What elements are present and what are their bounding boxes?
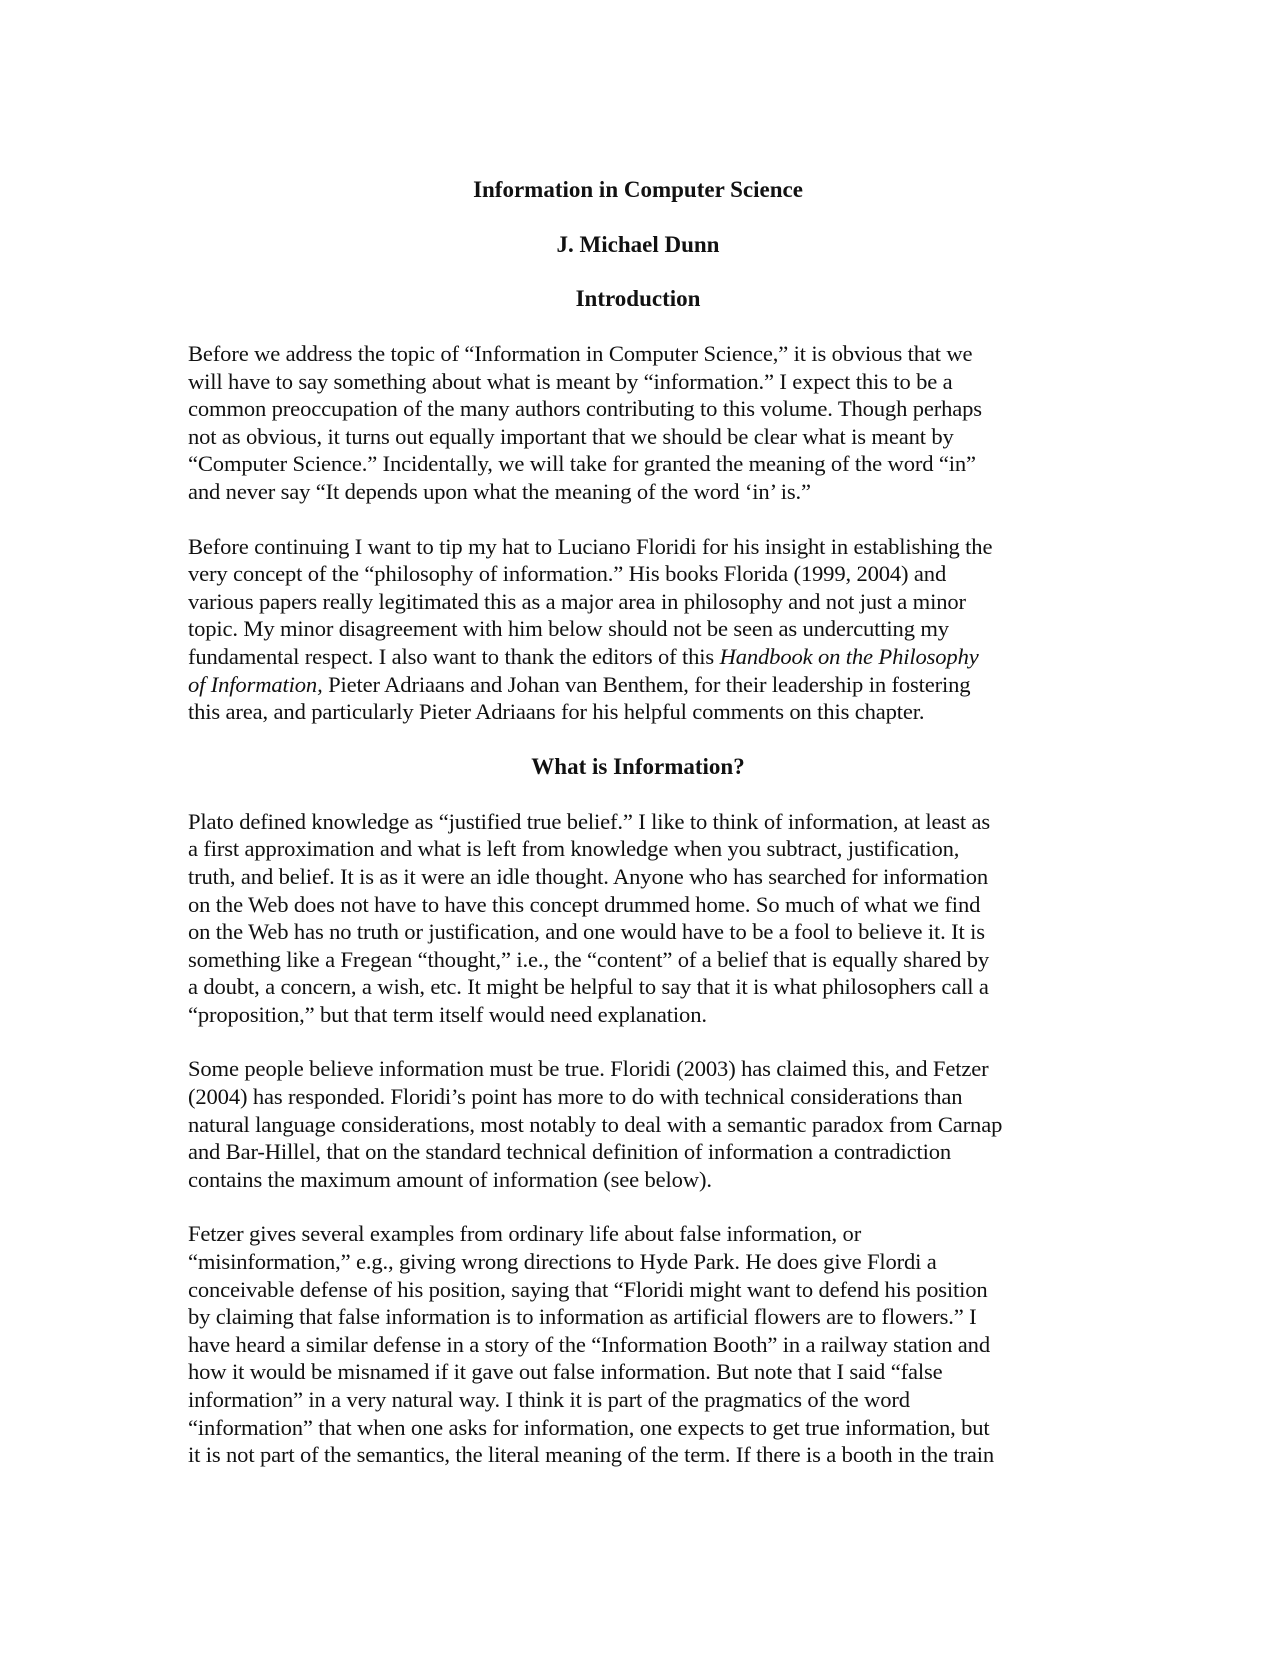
text-line: common preoccupation of the many authors contributing to this volume. Though perhaps [188,396,982,422]
text-line: a doubt, a concern, a wish, etc. It might be helpful to say that it is what philosophers call a [188,974,989,1000]
text-run: Pieter Adriaans and Johan van Benthem, for their leadership in fostering [322,671,971,697]
paragraph-intro-2 [188,533,1088,726]
text-line: and never say “It depends upon what the meaning of the word ‘in’ is.” [188,478,811,504]
document-title: Information in Computer Science [473,177,803,202]
text-line: and Bar-Hillel, that on the standard technical definition of information a contradiction [188,1139,952,1165]
text-line: Before we address the topic of “Information in Computer Science,” it is obvious that we [188,341,973,366]
text-line: conceivable defense of his position, saying that “Floridi might want to defend his position [188,1276,988,1302]
document-body [188,176,1088,1496]
text-line [188,643,1088,671]
text-line [188,671,1088,699]
paragraph-info-2 [188,1055,1088,1193]
text-line: topic. My minor disagreement with him below should not be seen as undercutting my [188,616,949,642]
text-line: natural language considerations, most notably to deal with a semantic paradox from Carnap [188,1111,1003,1137]
text-line: not as obvious, it turns out equally important that we should be clear what is meant by [188,423,954,449]
text-line: on the Web does not have to have this concept drummed home. So much of what we find [188,891,981,917]
text-line: information” in a very natural way. I think it is part of the pragmatics of the word [188,1387,910,1412]
text-line: (2004) has responded. Floridi’s point has more to do with technical considerations than [188,1084,963,1110]
text-line: this area, and particularly Pieter Adriaans for his helpful comments on this chapter. [188,699,925,725]
document-author: J. Michael Dunn [556,232,720,257]
section-heading-what-is-information: What is Information? [531,753,745,779]
text-line: contains the maximum amount of information (see below). [188,1166,712,1192]
text-line: various papers really legitimated this as a major area in philosophy and not just a minor [188,588,966,614]
text-line: how it would be misnamed if it gave out false information. But note that I said “false [188,1359,943,1385]
text-line: “misinformation,” e.g., giving wrong directions to Hyde Park. He does give Flordi a [188,1249,937,1275]
text-run: fundamental respect. I also want to thank the editors of this [188,643,720,669]
text-line: Some people believe information must be true. Floridi (2003) has claimed this, and Fetzer [188,1056,989,1082]
text-line: on the Web has no truth or justification, and one would have to be a fool to believe it. It is [188,919,985,945]
text-line: have heard a similar defense in a story of the “Information Booth” in a railway station and [188,1331,990,1357]
text-line: “Computer Science.” Incidentally, we will take for granted the meaning of the word “in” [188,451,976,477]
paragraph-info-1 [188,808,1088,1029]
text-line: it is not part of the semantics, the literal meaning of the term. If there is a booth in the train [188,1442,994,1468]
text-line: something like a Fregean “thought,” i.e., the “content” of a belief that is equally shared by [188,946,990,972]
book-title-italic: of Information, [188,671,323,697]
text-line: “information” that when one asks for information, one expects to get true information, but [188,1414,990,1440]
text-line: Before continuing I want to tip my hat to Luciano Floridi for his insight in establishing the [188,533,993,559]
text-line: Plato defined knowledge as “justified true belief.” I like to think of information, at least as [188,808,991,834]
text-line: a first approximation and what is left from knowledge when you subtract, justification, [188,836,960,862]
paragraph-info-3 [188,1220,1088,1468]
book-title-italic: Handbook on the Philosophy [719,643,979,669]
text-line: “proposition,” but that term itself would need explanation. [188,1001,707,1027]
text-line: Fetzer gives several examples from ordinary life about false information, or [188,1221,862,1247]
text-line: very concept of the “philosophy of information.” His books Florida (1999, 2004) and [188,561,947,587]
text-line: truth, and belief. It is as it were an idle thought. Anyone who has searched for information [188,863,988,889]
paragraph-intro-1 [188,340,1088,506]
section-heading-introduction: Introduction [575,286,701,311]
text-line: by claiming that false information is to information as artificial flowers are to flowers.” I [188,1304,977,1330]
text-line: will have to say something about what is meant by “information.” I expect this to be a [188,368,953,394]
